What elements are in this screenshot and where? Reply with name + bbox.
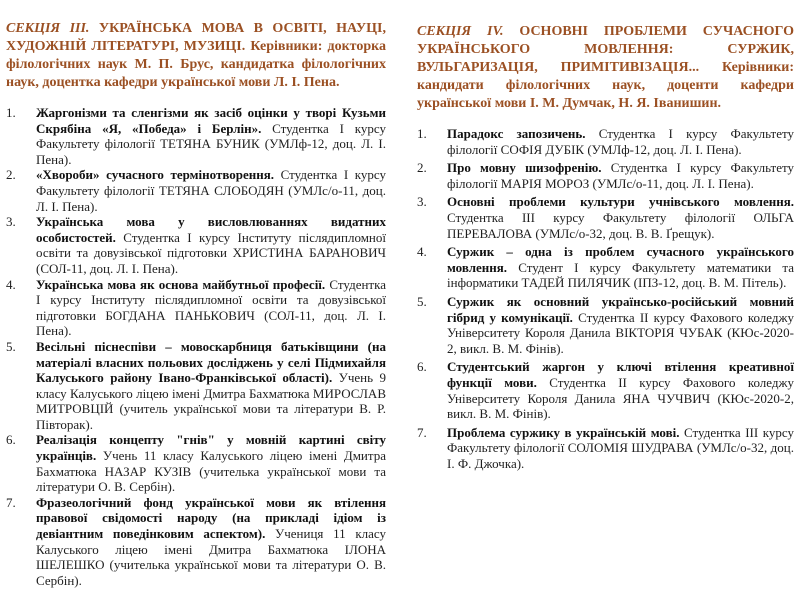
- section-iii-label: СЕКЦІЯ III.: [6, 21, 90, 36]
- item-number: 2.: [6, 167, 16, 183]
- item-number: 7.: [6, 494, 16, 510]
- item-number: 4.: [6, 276, 16, 292]
- item-text: [36, 432, 386, 494]
- section-iii-title: УКРАЇНСЬКА МОВА В ОСВІТІ, НАУЦІ, ХУДОЖНІЙ ЛІТЕРАТУРІ, МУЗИЦІ. Керівники: докторка філологічних наук М. П. Брус, кандидатка філологічних наук, доцентка кафедри української мови Л. І. Пена.: [6, 21, 386, 90]
- item-text: [447, 359, 794, 421]
- item-text: [36, 105, 386, 167]
- program-item: [6, 277, 386, 339]
- item-details: Студентка ІІ курсу Фахового коледжу Університету Короля Данила ЯНА ЧУЧВИЧ (КЮс-2020-2, викл. В. М. Фінів).: [447, 374, 794, 422]
- item-details: Студентка І курсу Факультету філології МАРІЯ МОРОЗ (УМЛс/о-11, доц. Л. І. Пена).: [447, 160, 794, 191]
- program-item: [417, 126, 794, 157]
- item-number: 5.: [6, 338, 16, 354]
- item-number: 1.: [6, 105, 16, 120]
- section-iv-title: ОСНОВНІ ПРОБЛЕМИ СУЧАСНОГО УКРАЇНСЬКОГО МОВЛЕННЯ: СУРЖИК, ВУЛЬГАРИЗАЦІЯ, ПРИМІТИВІЗАЦІЯ... Керівники: кандидати філологічних наук, доценти кафедри української мови І. М. Думчак, Н. Я. Іванишин.: [417, 24, 794, 111]
- section-iii-list: [6, 105, 386, 588]
- item-details: Студентка І курсу Факультету філології ТЕТЯНА БУНИК (УМЛф-12, доц. Л. І. Пена).: [36, 120, 386, 167]
- item-text: [36, 214, 386, 276]
- item-text: [447, 244, 794, 291]
- program-item: [417, 425, 794, 472]
- item-title: Фразеологічний фонд української мови як втілення правової свідомості народу (на прикладі ідіом із девіантним поведінковим аспектом).: [36, 494, 386, 542]
- item-details: Учениця 11 класу Калуського ліцею імені Дмитра Бахматюка ІЛОНА ШЕЛЕШКО (учителька української мови та літератури О. В. Сербін).: [36, 526, 386, 588]
- item-number: 3.: [6, 214, 16, 230]
- section-iv-heading: [417, 23, 794, 113]
- item-details: Студентка І курсу Інституту післядипломної освіти та довузівської підготовки БОГДАНА ПАНЬКОВИЧ (СОЛ-11, доц. Л. І. Пена).: [36, 276, 387, 339]
- item-title: Парадокс запозичень.: [447, 126, 586, 141]
- item-text: [36, 167, 386, 214]
- item-text: [36, 277, 386, 339]
- program-item: [417, 160, 794, 191]
- program-item: [6, 432, 386, 494]
- item-text: [447, 160, 794, 191]
- item-text: [447, 194, 794, 241]
- section-iii-column: [6, 20, 386, 588]
- item-details: Студентка І курсу Інституту післядипломної освіти та довузівської підготовки ХРИСТИНА БАРАНОВИЧ (СОЛ-11, доц. Л. І. Пена).: [36, 229, 386, 276]
- item-details: Студент І курсу Факультету математики та інформатики ТАДЕЙ ПИЛЯЧИК (ІПЗ-12, доц. В. М. Пітель).: [447, 259, 794, 291]
- program-item: [6, 339, 386, 433]
- item-number: 4.: [417, 244, 427, 260]
- item-title: Українська мова як основа майбутньої професії.: [36, 276, 326, 292]
- item-number: 1.: [417, 126, 427, 141]
- item-details: Студентка ІІІ курсу Факультету філології ОЛЬГА ПЕРЕВАЛОВА (УМЛс/о-32, доц. В. В. Ґрещук).: [447, 209, 794, 241]
- item-title: Студентський жаргон у ключі втілення креативної функції мови.: [447, 359, 794, 390]
- program-item: [417, 359, 794, 421]
- program-item: [6, 167, 386, 214]
- item-text: [36, 339, 386, 433]
- program-item: [6, 495, 386, 589]
- section-iii-heading: [6, 20, 386, 92]
- item-number: 7.: [417, 424, 427, 440]
- item-title: Реалізація концепту "гнів" у мовній картині світу українців.: [36, 432, 386, 464]
- item-title: Весільні піснеспіви – мовоскарбниця батьківщини (на матеріалі власних польових досліджень у селі Підмихайля Калуського району Івано-Франківської області).: [36, 338, 386, 386]
- item-details: Студентка ІІІ курсу Факультету філології СОЛОМІЯ ШУДРАВА (УМЛс/о-32, доц. І. Ф. Джочка).: [447, 424, 794, 471]
- item-details: Учень 9 класу Калуського ліцею імені Дмитра Бахматюка МИРОСЛАВ МИТРОВЦІЙ (учитель української мови та літератури В. Р. Півторак).: [36, 370, 386, 432]
- item-title: Проблема суржику в українській мові.: [447, 424, 680, 440]
- program-item: [6, 105, 386, 167]
- item-number: 3.: [417, 194, 427, 210]
- section-iv-list: [417, 126, 794, 471]
- item-text: [447, 294, 794, 356]
- item-title: Жаргонізми та сленгізми як засіб оцінки у творі Кузьми Скрябіна «Я, «Победа» і Берлін».: [36, 105, 386, 136]
- item-number: 6.: [6, 432, 16, 448]
- item-details: Студентка І курсу Факультету філології ТЕТЯНА СЛОБОДЯН (УМЛс/о-11, доц. Л. І. Пена).: [36, 167, 386, 214]
- item-number: 2.: [417, 160, 427, 176]
- item-title: Про мовну шизофренію.: [447, 160, 602, 176]
- program-item: [6, 214, 386, 276]
- item-title: Основні проблеми культури учнівського мовлення.: [447, 194, 794, 210]
- item-title: Українська мова у висловлюваннях видатних особистостей.: [36, 214, 386, 245]
- program-item: [417, 194, 794, 241]
- section-iv-label: СЕКЦІЯ IV.: [417, 24, 504, 39]
- item-details: Студентка ІІ курсу Фахового коледжу Університету Короля Данила ВІКТОРІЯ ЧУБАК (КЮс-2020-2, викл. В. М. Фінів).: [447, 309, 794, 356]
- item-title: Суржик – одна із проблем сучасного українського мовлення.: [447, 244, 794, 275]
- program-item: [417, 244, 794, 291]
- item-text: [447, 126, 794, 157]
- section-iv-column: [417, 23, 794, 474]
- item-details: Учень 11 класу Калуського ліцею імені Дмитра Бахматюка НАЗАР КУЗІВ (учителька української мови та літератури О. В. Сербін).: [36, 448, 386, 495]
- item-text: [36, 495, 386, 589]
- item-number: 5.: [417, 293, 427, 309]
- item-text: [447, 425, 794, 472]
- program-item: [417, 294, 794, 356]
- item-title: Суржик як основний українсько-російський мовний гібрид у комунікації.: [447, 293, 794, 325]
- item-number: 6.: [417, 359, 427, 375]
- item-details: Студентка І курсу Факультету філології СОФІЯ ДУБІК (УМЛф-12, доц. Л. І. Пена).: [447, 126, 794, 157]
- item-title: «Хвороби» сучасного термінотворення.: [36, 167, 275, 183]
